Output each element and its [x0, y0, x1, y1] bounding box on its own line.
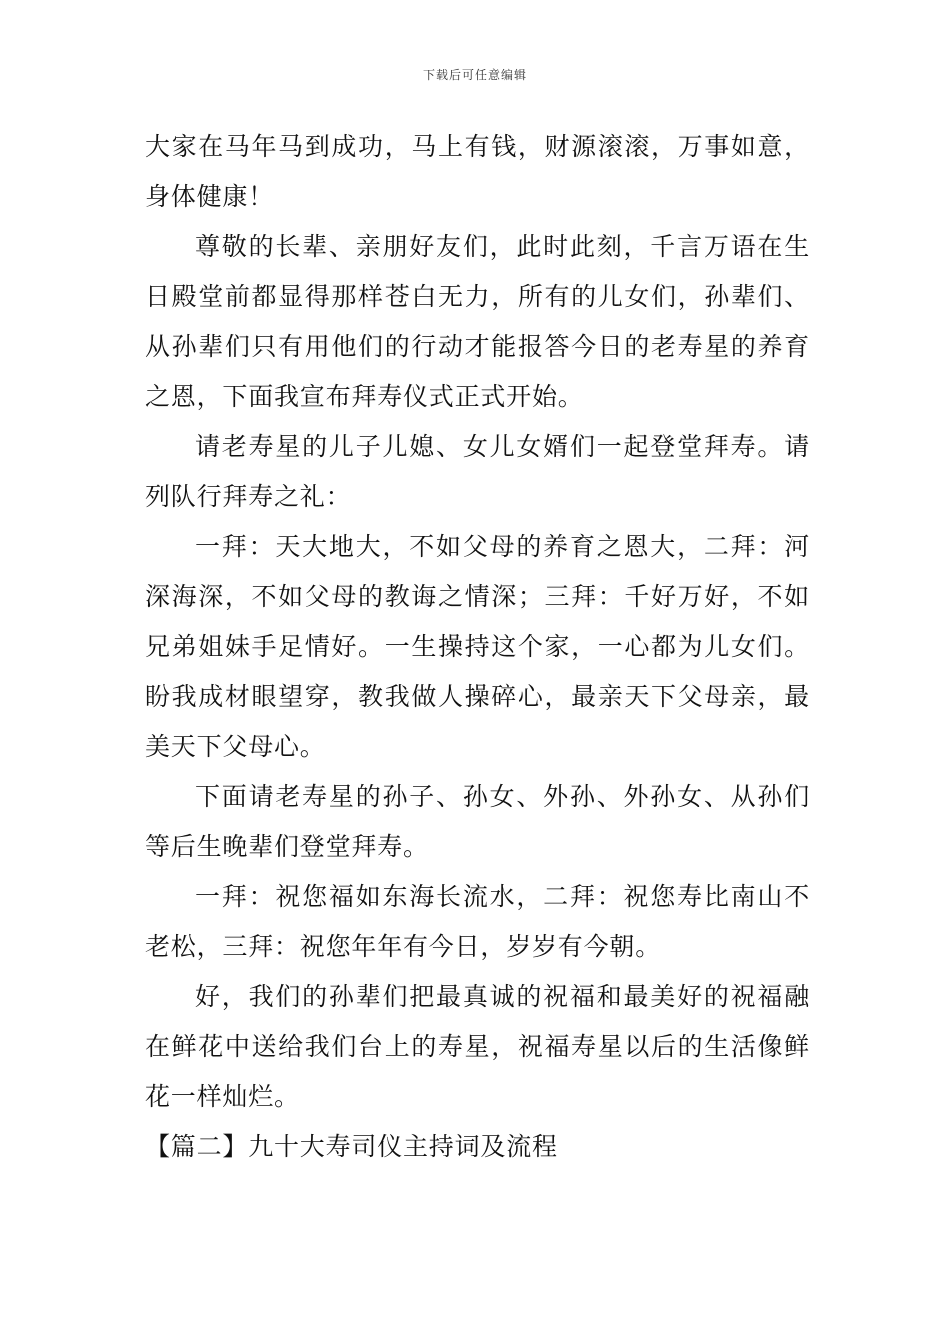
paragraph-2: 尊敬的长辈、亲朋好友们，此时此刻，千言万语在生日殿堂前都显得那样苍白无力，所有的儿女们，孙辈们、从孙辈们只有用他们的行动才能报答今日的老寿星的养育之恩，下面我宣布拜寿仪式正式开始。: [145, 232, 810, 411]
document-body: [145, 122, 810, 1172]
section-heading: 【篇二】九十大寿司仪主持词及流程: [145, 1132, 558, 1161]
paragraph-1: 大家在马年马到成功，马上有钱，财源滚滚，万事如意，身体健康！: [145, 132, 810, 211]
page-header-note: 下载后可任意编辑: [422, 68, 527, 82]
paragraph-6: 一拜：祝您福如东海长流水，二拜：祝您寿比南山不老松，三拜：祝您年年有今日，岁岁有今朝。: [145, 882, 810, 961]
paragraph-3: 请老寿星的儿子儿媳、女儿女婿们一起登堂拜寿。请列队行拜寿之礼：: [145, 432, 810, 511]
paragraph-4: 一拜：天大地大，不如父母的养育之恩大，二拜：河深海深，不如父母的教诲之情深；三拜：千好万好，不如兄弟姐妹手足情好。一生操持这个家，一心都为儿女们。盼我成材眼望穿，教我做人操碎心，最亲天下父母亲，最美天下父母心。: [145, 532, 810, 761]
paragraph-5: 下面请老寿星的孙子、孙女、外孙、外孙女、从孙们等后生晚辈们登堂拜寿。: [145, 782, 810, 861]
paragraph-7: 好，我们的孙辈们把最真诚的祝福和最美好的祝福融在鲜花中送给我们台上的寿星，祝福寿星以后的生活像鲜花一样灿烂。: [145, 982, 810, 1111]
